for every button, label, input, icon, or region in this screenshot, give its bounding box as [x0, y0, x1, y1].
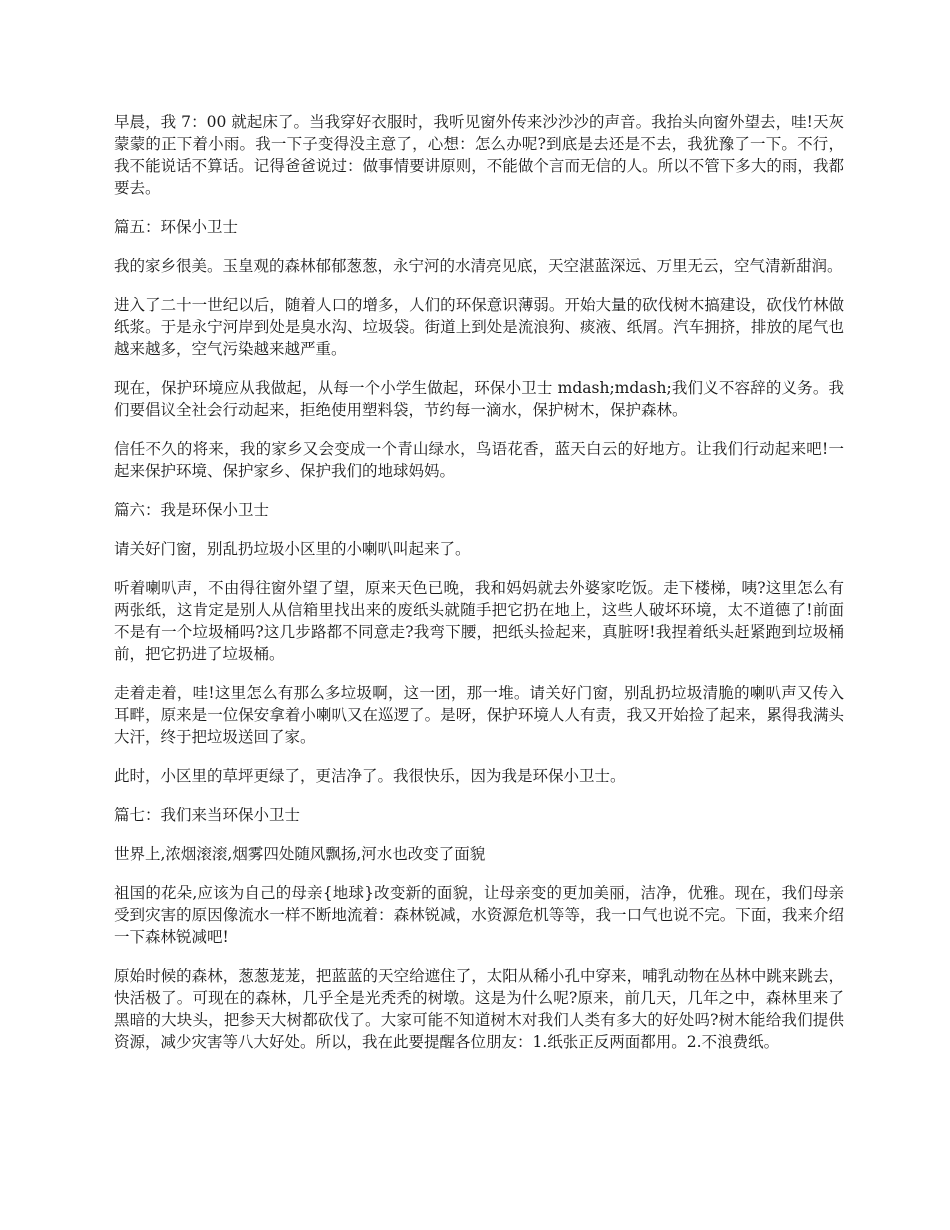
paragraph: 世界上,浓烟滚滚,烟雾四处随风飘扬,河水也改变了面貌	[114, 845, 486, 863]
section-heading: 篇六：我是环保小卫士	[114, 501, 270, 519]
paragraph: 进入了二十一世纪以后，随着人口的增多，人们的环保意识薄弱。开始大量的砍伐树木搞建设，砍伐竹林做纸浆。于是永宁河岸到处是臭水沟、垃圾袋。街道上到处是流浪狗、痰液、纸屑。汽车拥挤，排放的尾气也越来越多，空气污染越来越严重。	[114, 296, 844, 358]
paragraph: 我的家乡很美。玉皇观的森林郁郁葱葱，永宁河的水清亮见底，天空湛蓝深远、万里无云，空气清新甜润。	[114, 257, 843, 275]
paragraph: 原始时候的森林，葱葱茏茏，把蓝蓝的天空给遮住了，太阳从稀小孔中穿来，哺乳动物在丛林中跳来跳去，快活极了。可现在的森林，几乎全是光秃秃的树墩。这是为什么呢?原来，前几天，几年之中，森林里来了黑暗的大块头，把参天大树都砍伐了。大家可能不知道树木对我们人类有多大的好处吗?树木能给我们提供资源，减少灾害等八大好处。所以，我在此要提醒各位朋友：1.纸张正反两面都用。2.不浪费纸。	[114, 967, 844, 1051]
paragraph: 走着走着，哇!这里怎么有那么多垃圾啊，这一团，那一堆。请关好门窗，别乱扔垃圾清脆的喇叭声又传入耳畔，原来是一位保安拿着小喇叭又在巡逻了。是呀，保护环境人人有责，我又开始捡了起来，累得我满头大汗，终于把垃圾送回了家。	[114, 684, 844, 746]
paragraph: 现在，保护环境应从我做起，从每一个小学生做起，环保小卫士 mdash;mdash;我们义不容辞的义务。我们要倡议全社会行动起来，拒绝使用塑料袋，节约每一滴水，保护树木，保护森林。	[114, 379, 844, 419]
paragraph: 早晨，我 7：00 就起床了。当我穿好衣服时，我听见窗外传来沙沙沙的声音。我抬头向窗外望去，哇!天灰蒙蒙的正下着小雨。我一下子变得没主意了，心想：怎么办呢?到底是去还是不去，我犹豫了一下。不行，我不能说话不算话。记得爸爸说过：做事情要讲原则，不能做个言而无信的人。所以不管下多大的雨，我都要去。	[114, 113, 844, 197]
paragraph: 听着喇叭声，不由得往窗外望了望，原来天色已晚，我和妈妈就去外婆家吃饭。走下楼梯，咦?这里怎么有两张纸，这肯定是别人从信箱里找出来的废纸头就随手把它扔在地上，这些人破坏环境，太不道德了!前面不是有一个垃圾桶吗?这几步路都不同意走?我弯下腰，把纸头捡起来，真脏呀!我捏着纸头赶紧跑到垃圾桶前，把它扔进了垃圾桶。	[114, 579, 844, 663]
section-heading: 篇七：我们来当环保小卫士	[114, 806, 301, 824]
section-heading: 篇五：环保小卫士	[114, 218, 239, 236]
paragraph: 请关好门窗，别乱扔垃圾小区里的小喇叭叫起来了。	[114, 540, 471, 558]
paragraph: 信任不久的将来，我的家乡又会变成一个青山绿水，鸟语花香，蓝天白云的好地方。让我们行动起来吧!一起来保护环境、保护家乡、保护我们的地球妈妈。	[114, 440, 844, 480]
paragraph: 此时，小区里的草坪更绿了，更洁净了。我很快乐，因为我是环保小卫士。	[114, 767, 626, 785]
paragraph: 祖国的花朵,应该为自己的母亲{地球}改变新的面貌，让母亲变的更加美丽，洁净，优雅。现在，我们母亲受到灾害的原因像流水一样不断地流着：森林锐减，水资源危机等等，我一口气也说不完。下面，我来介绍一下森林锐减吧!	[114, 884, 844, 946]
document-page	[114, 111, 844, 1070]
